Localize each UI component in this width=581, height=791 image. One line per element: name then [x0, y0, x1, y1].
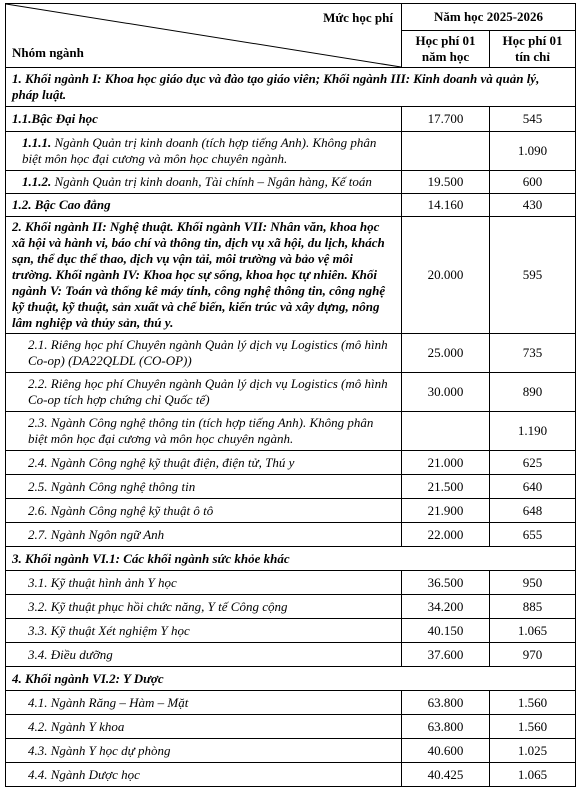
section-title: 3. Khối ngành VI.1: Các khối ngành sức khỏe khác	[6, 547, 576, 571]
row-credit-fee: 648	[490, 499, 576, 523]
row-name: 3.3. Kỹ thuật Xét nghiệm Y học	[6, 619, 402, 643]
table-row	[6, 373, 576, 412]
row-year-fee: 19.500	[402, 171, 490, 194]
table-row	[6, 691, 576, 715]
row-year-fee: 21.500	[402, 475, 490, 499]
row-credit-fee: 1.090	[490, 132, 576, 171]
table-row	[6, 171, 576, 194]
row-year-fee	[402, 412, 490, 451]
row-year-fee: 34.200	[402, 595, 490, 619]
row-credit-fee: 890	[490, 373, 576, 412]
row-credit-fee: 545	[490, 107, 576, 132]
table-row	[6, 595, 576, 619]
tuition-fee-table	[5, 3, 576, 787]
section-title: 2. Khối ngành II: Nghệ thuật. Khối ngành VII: Nhân văn, khoa học xã hội và hành vi, báo chí và thông tin, dịch vụ xã hội, du lịch, khách sạn, thể dục thể thao, dịch vụ vận tải, môi trường và bảo vệ môi trường. Khối ngành IV: Khoa học sự sống, khoa học tự nhiên. Khối ngành V: Toán và thống kê máy tính, công nghệ thông tin, công nghệ kỹ thuật, kỹ thuật, sản xuất và chế biến, kiến trúc và xây dựng, nông lâm nghiệp và thủy sản, thú y.	[6, 217, 402, 334]
row-year-fee: 25.000	[402, 334, 490, 373]
table-row	[6, 107, 576, 132]
table-row	[6, 739, 576, 763]
row-year-fee: 37.600	[402, 643, 490, 667]
row-name: 2.3. Ngành Công nghệ thông tin (tích hợp tiếng Anh). Không phân biệt môn học đại cương và môn học chuyên ngành.	[6, 412, 402, 451]
row-name: 2.4. Ngành Công nghệ kỹ thuật điện, điện tử, Thú y	[6, 451, 402, 475]
row-name: 4.2. Ngành Y khoa	[6, 715, 402, 739]
section-row	[6, 547, 576, 571]
row-credit-fee: 950	[490, 571, 576, 595]
school-year-header: Năm học 2025-2026	[402, 4, 576, 31]
header-row	[6, 4, 576, 31]
row-name: 2.5. Ngành Công nghệ thông tin	[6, 475, 402, 499]
row-name: 2.7. Ngành Ngôn ngữ Anh	[6, 523, 402, 547]
row-year-fee: 40.425	[402, 763, 490, 787]
table-row	[6, 571, 576, 595]
row-credit-fee: 640	[490, 475, 576, 499]
row-label: Ngành Quản trị kinh doanh (tích hợp tiếng Anh). Không phân biệt môn học đại cương và môn học chuyên ngành.	[22, 135, 377, 166]
fee-level-label: Mức học phí	[323, 10, 393, 25]
row-year-fee: 63.800	[402, 691, 490, 715]
row-credit-fee: 735	[490, 334, 576, 373]
row-credit-fee: 1.560	[490, 715, 576, 739]
row-credit-fee: 600	[490, 171, 576, 194]
row-year-fee: 21.900	[402, 499, 490, 523]
row-name: 3.1. Kỹ thuật hình ảnh Y học	[6, 571, 402, 595]
table-row	[6, 523, 576, 547]
row-credit-fee: 430	[490, 194, 576, 217]
group-label: Nhóm ngành	[12, 45, 84, 60]
row-name	[6, 171, 402, 194]
row-credit-fee: 1.025	[490, 739, 576, 763]
row-code: 1.1.1.	[22, 135, 52, 150]
row-name: 2.1. Riêng học phí Chuyên ngành Quản lý dịch vụ Logistics (mô hình Co-op) (DA22QLDL (CO-OP))	[6, 334, 402, 373]
row-year-fee: 63.800	[402, 715, 490, 739]
section-title: 4. Khối ngành VI.2: Y Dược	[6, 667, 576, 691]
section-row	[6, 68, 576, 107]
table-row	[6, 334, 576, 373]
table-row	[6, 475, 576, 499]
per-year-header: Học phí 01 năm học	[402, 31, 490, 68]
row-name: 4.1. Ngành Răng – Hàm – Mặt	[6, 691, 402, 715]
row-year-fee: 40.600	[402, 739, 490, 763]
row-name: 4.4. Ngành Dược học	[6, 763, 402, 787]
table-row	[6, 132, 576, 171]
row-year-fee: 22.000	[402, 523, 490, 547]
row-credit-fee: 595	[490, 217, 576, 334]
section-title: 1. Khối ngành I: Khoa học giáo dục và đào tạo giáo viên; Khối ngành III: Kinh doanh và quản lý, pháp luật.	[6, 68, 576, 107]
row-credit-fee: 1.560	[490, 691, 576, 715]
row-credit-fee: 885	[490, 595, 576, 619]
table-row	[6, 451, 576, 475]
row-credit-fee: 1.065	[490, 763, 576, 787]
row-year-fee: 36.500	[402, 571, 490, 595]
row-label: Ngành Quản trị kinh doanh, Tài chính – Ngân hàng, Kế toán	[51, 174, 372, 189]
row-name: 3.2. Kỹ thuật phục hồi chức năng, Y tế Công cộng	[6, 595, 402, 619]
row-credit-fee: 655	[490, 523, 576, 547]
table-row	[6, 619, 576, 643]
row-year-fee: 17.700	[402, 107, 490, 132]
row-name: 4.3. Ngành Y học dự phòng	[6, 739, 402, 763]
row-year-fee	[402, 132, 490, 171]
table-row	[6, 412, 576, 451]
row-credit-fee: 625	[490, 451, 576, 475]
table-row	[6, 194, 576, 217]
row-name	[6, 132, 402, 171]
section-row	[6, 217, 576, 334]
row-name: 1.2. Bậc Cao đẳng	[6, 194, 402, 217]
table-row	[6, 763, 576, 787]
per-credit-header: Học phí 01 tín chỉ	[490, 31, 576, 68]
row-year-fee: 21.000	[402, 451, 490, 475]
row-name: 3.4. Điều dưỡng	[6, 643, 402, 667]
row-year-fee: 20.000	[402, 217, 490, 334]
row-name: 2.2. Riêng học phí Chuyên ngành Quản lý dịch vụ Logistics (mô hình Co-op tích hợp chứng chỉ Quốc tế)	[6, 373, 402, 412]
table-row	[6, 499, 576, 523]
header-corner-cell	[6, 4, 402, 68]
section-row	[6, 667, 576, 691]
table-row	[6, 643, 576, 667]
row-name: 1.1.Bậc Đại học	[6, 107, 402, 132]
row-credit-fee: 970	[490, 643, 576, 667]
row-code: 1.1.2.	[22, 174, 52, 189]
row-year-fee: 40.150	[402, 619, 490, 643]
table-row	[6, 715, 576, 739]
row-year-fee: 14.160	[402, 194, 490, 217]
row-credit-fee: 1.190	[490, 412, 576, 451]
row-name: 2.6. Ngành Công nghệ kỹ thuật ô tô	[6, 499, 402, 523]
row-credit-fee: 1.065	[490, 619, 576, 643]
row-year-fee: 30.000	[402, 373, 490, 412]
